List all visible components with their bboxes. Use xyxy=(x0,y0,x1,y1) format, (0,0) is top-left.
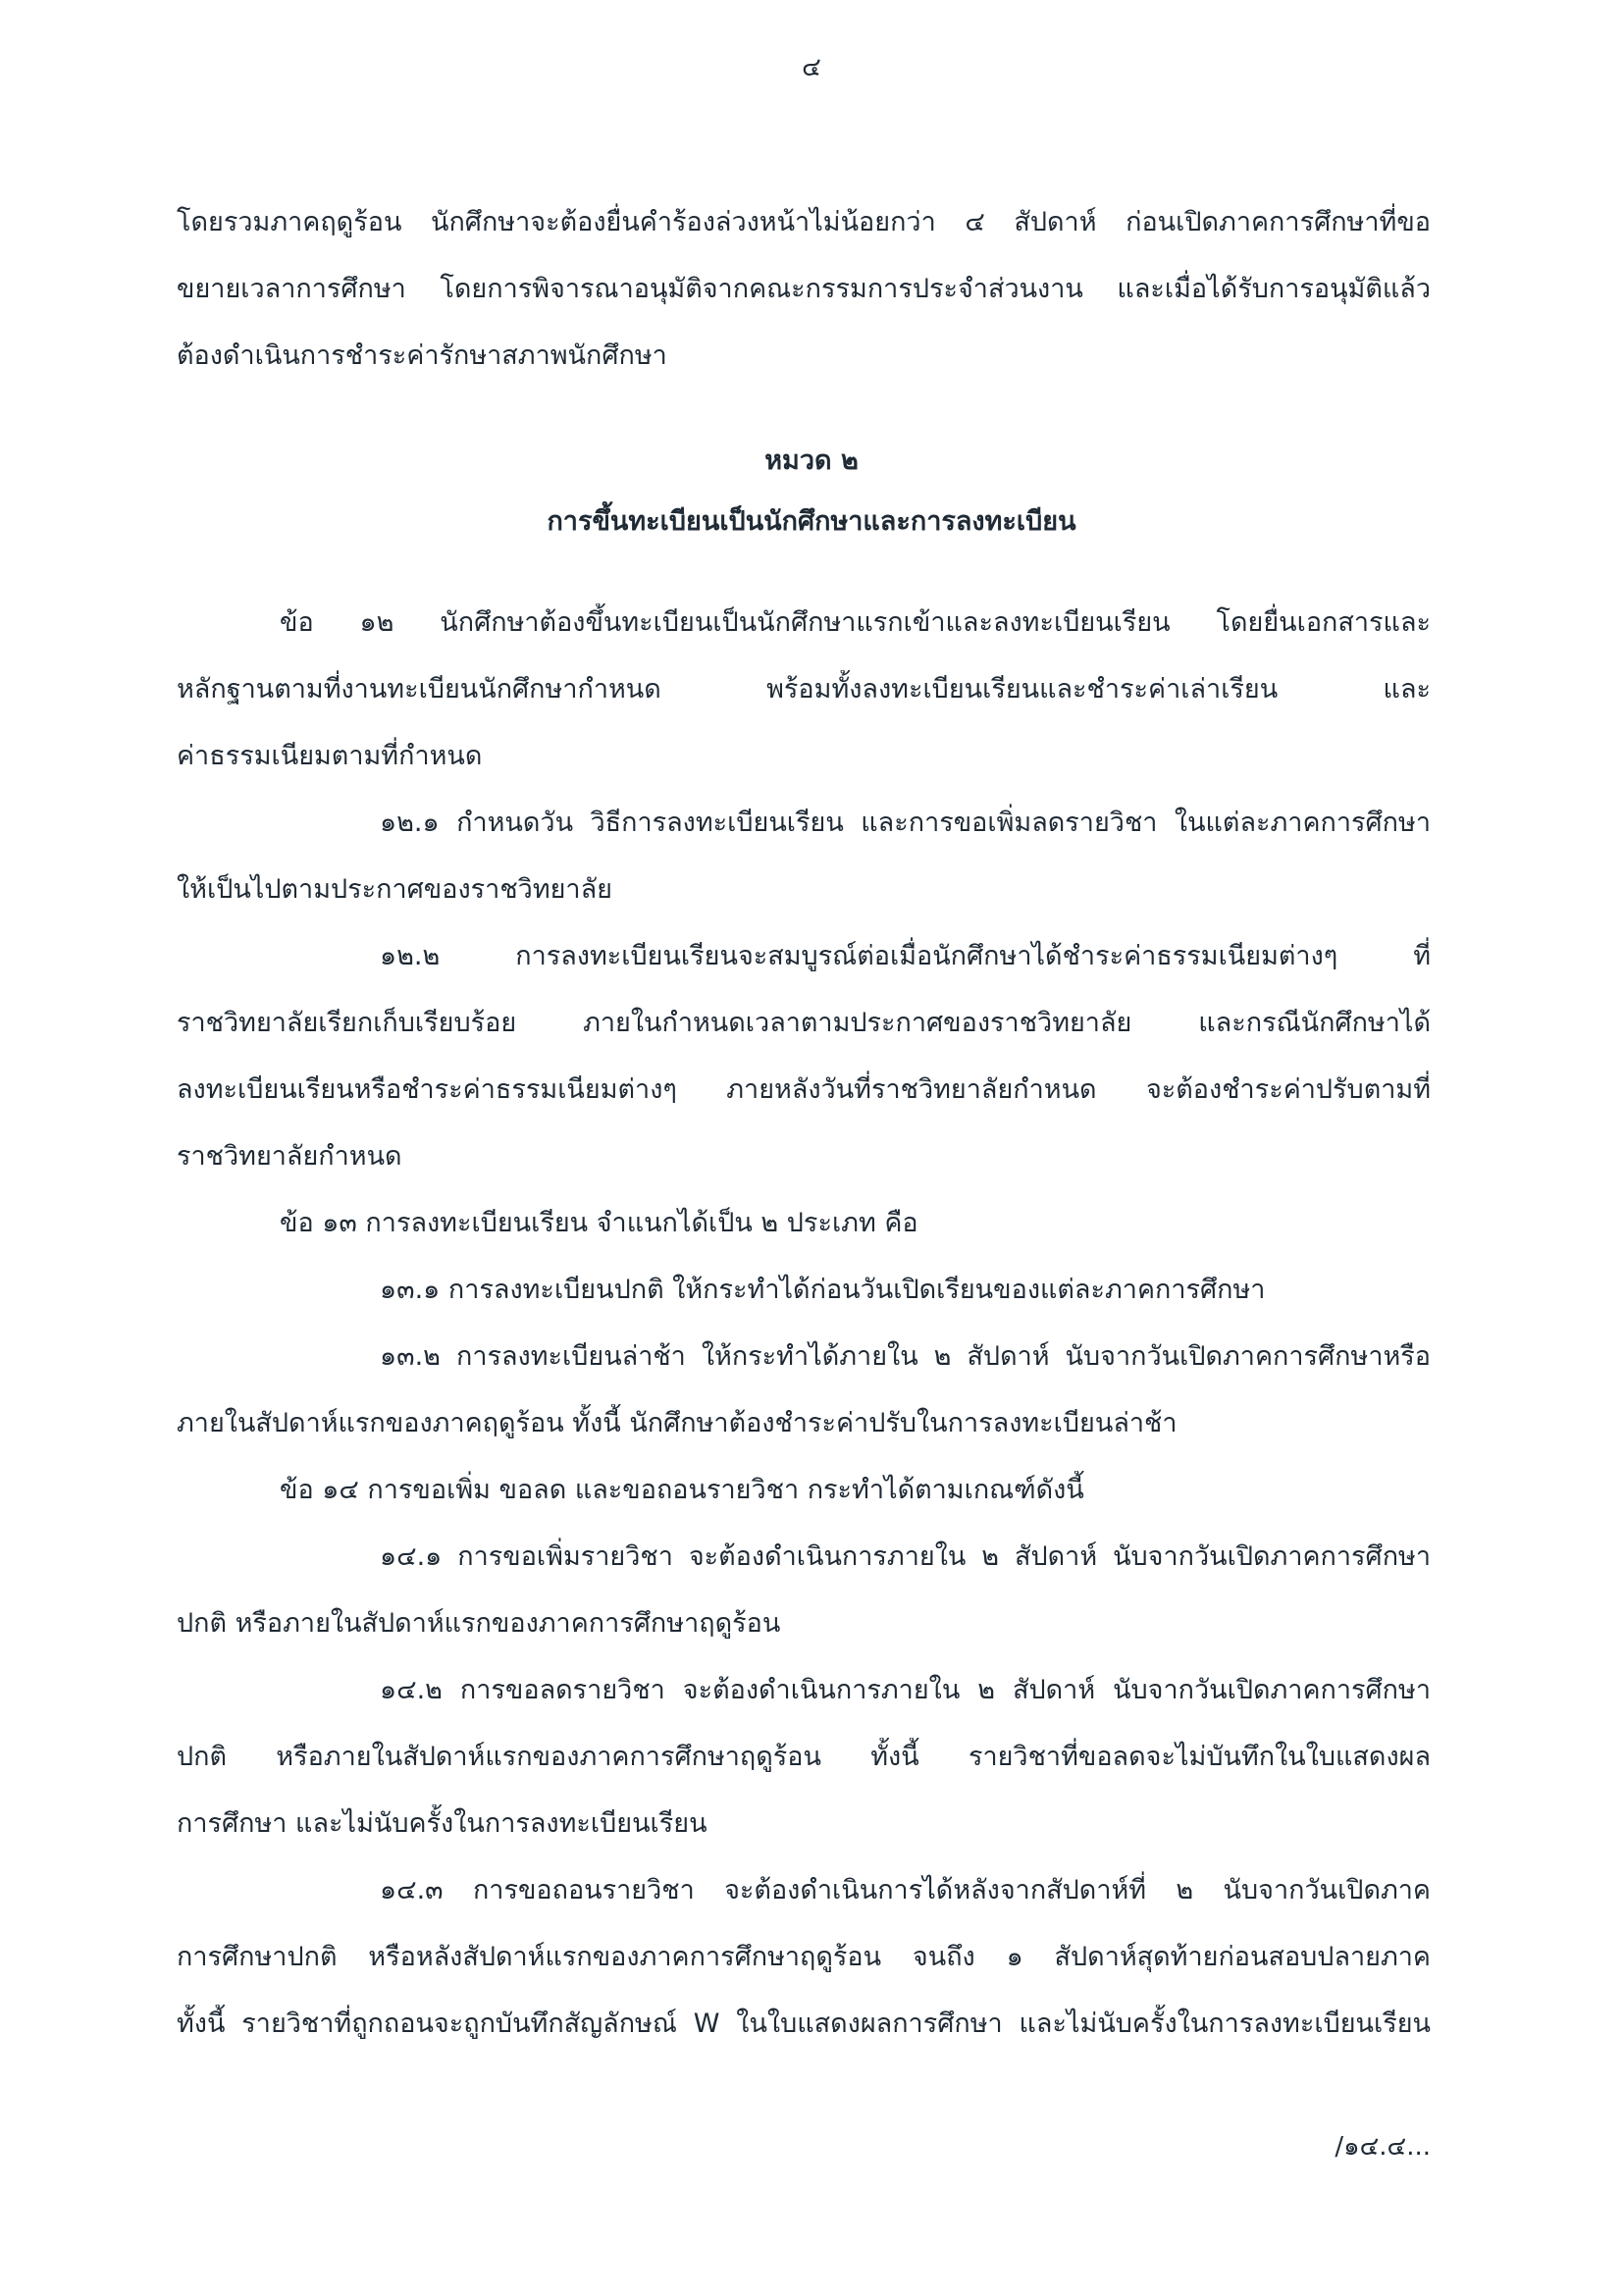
chapter-title: การขึ้นทะเบียนเป็นนักศึกษาและการลงทะเบียน xyxy=(547,506,1076,537)
paragraph-line: ปกติ หรือภายในสัปดาห์แรกของภาคการศึกษาฤดูร้อน xyxy=(177,1608,781,1639)
paragraph-line: ๑๔.๓ การขอถอนรายวิชา จะต้องดำเนินการได้หลังจากสัปดาห์ที่ ๒ นับจากวันเปิดภาค xyxy=(380,1875,1431,1905)
paragraph-line: ข้อ ๑๓ การลงทะเบียนเรียน จำแนกได้เป็น ๒ ประเภท คือ xyxy=(280,1208,918,1238)
paragraph-line: ต้องดำเนินการชำระค่ารักษาสภาพนักศึกษา xyxy=(177,340,667,371)
paragraph-line: โดยรวมภาคฤดูร้อน นักศึกษาจะต้องยื่นคำร้องล่วงหน้าไม่น้อยกว่า ๔ สัปดาห์ ก่อนเปิดภาคการศึกษาที่ขอ xyxy=(177,207,1431,237)
paragraph-line: ๑๒.๒ การลงทะเบียนเรียนจะสมบูรณ์ต่อเมื่อนักศึกษาได้ชำระค่าธรรมเนียมต่างๆ ที่ xyxy=(380,941,1431,971)
paragraph-line: ราชวิทยาลัยเรียกเก็บเรียบร้อย ภายในกำหนดเวลาตามประกาศของราชวิทยาลัย และกรณีนักศึกษาได้ xyxy=(177,1008,1431,1038)
paragraph-line: ปกติ หรือภายในสัปดาห์แรกของภาคการศึกษาฤดูร้อน ทั้งนี้ รายวิชาที่ขอลดจะไม่บันทึกในใบแสดงผล xyxy=(177,1742,1431,1772)
paragraph-line: ข้อ ๑๔ การขอเพิ่ม ขอลด และขอถอนรายวิชา กระทำได้ตามเกณฑ์ดังนี้ xyxy=(280,1475,1084,1505)
page-number: ๔ xyxy=(802,53,821,82)
paragraph-line: ลงทะเบียนเรียนหรือชำระค่าธรรมเนียมต่างๆ ภายหลังวันที่ราชวิทยาลัยกำหนด จะต้องชำระค่าปรับตามที่ xyxy=(177,1074,1431,1105)
paragraph-line: ราชวิทยาลัยกำหนด xyxy=(177,1141,402,1172)
paragraph-line: ข้อ ๑๒ นักศึกษาต้องขึ้นทะเบียนเป็นนักศึกษาแรกเข้าและลงทะเบียนเรียน โดยยื่นเอกสารและ xyxy=(280,607,1431,638)
paragraph-line: ๑๓.๒ การลงทะเบียนล่าช้า ให้กระทำได้ภายใน ๒ สัปดาห์ นับจากวันเปิดภาคการศึกษาหรือ xyxy=(380,1341,1431,1372)
paragraph-line: ๑๓.๑ การลงทะเบียนปกติ ให้กระทำได้ก่อนวันเปิดเรียนของแต่ละภาคการศึกษา xyxy=(380,1275,1266,1305)
paragraph-line: ค่าธรรมเนียมตามที่กำหนด xyxy=(177,741,483,771)
next-page-reference: /๑๔.๔... xyxy=(1335,2132,1431,2162)
paragraph-line: ให้เป็นไปตามประกาศของราชวิทยาลัย xyxy=(177,874,612,905)
paragraph-line: ๑๔.๒ การขอลดรายวิชา จะต้องดำเนินการภายใน ๒ สัปดาห์ นับจากวันเปิดภาคการศึกษา xyxy=(380,1675,1431,1705)
paragraph-line: การศึกษาปกติ หรือหลังสัปดาห์แรกของภาคการศึกษาฤดูร้อน จนถึง ๑ สัปดาห์สุดท้ายก่อนสอบปลายภาค xyxy=(177,1942,1431,1972)
chapter-heading: หมวด ๒ xyxy=(764,445,859,476)
paragraph-line: ๑๒.๑ กำหนดวัน วิธีการลงทะเบียนเรียน และการขอเพิ่มลดรายวิชา ในแต่ละภาคการศึกษา xyxy=(380,808,1431,838)
paragraph-line: ๑๔.๑ การขอเพิ่มรายวิชา จะต้องดำเนินการภายใน ๒ สัปดาห์ นับจากวันเปิดภาคการศึกษา xyxy=(380,1541,1431,1572)
paragraph-line: ภายในสัปดาห์แรกของภาคฤดูร้อน ทั้งนี้ นักศึกษาต้องชำระค่าปรับในการลงทะเบียนล่าช้า xyxy=(177,1408,1178,1438)
paragraph-line: ทั้งนี้ รายวิชาที่ถูกถอนจะถูกบันทึกสัญลักษณ์ W ในใบแสดงผลการศึกษา และไม่นับครั้งในการลงทะเบียนเรียน xyxy=(177,2009,1431,2039)
paragraph-line: หลักฐานตามที่งานทะเบียนนักศึกษากำหนด พร้อมทั้งลงทะเบียนเรียนและชำระค่าเล่าเรียน และ xyxy=(177,674,1431,704)
paragraph-line: การศึกษา และไม่นับครั้งในการลงทะเบียนเรียน xyxy=(177,1808,707,1839)
paragraph-line: ขยายเวลาการศึกษา โดยการพิจารณาอนุมัติจากคณะกรรมการประจำส่วนงาน และเมื่อได้รับการอนุมัติแล้ว xyxy=(177,274,1431,304)
